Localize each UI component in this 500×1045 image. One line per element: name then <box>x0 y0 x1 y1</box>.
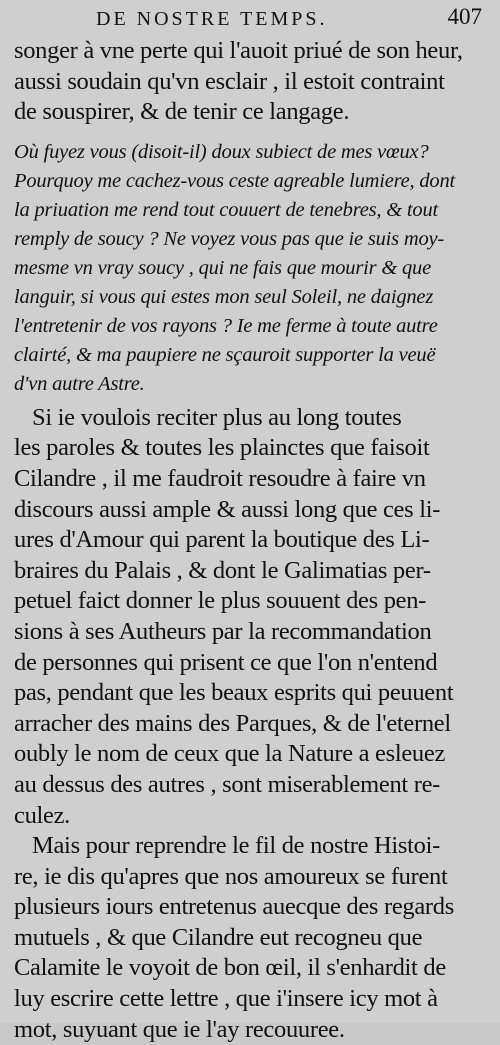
text-line: mutuels , & que Cilandre eut recogneu que <box>14 923 423 951</box>
text-line: luy escrire cette lettre , que i'insere icy mot à <box>14 985 438 1013</box>
text-paragraph <box>14 831 490 1045</box>
text-line: Cilandre , il me faudroit resoudre à faire vn <box>14 464 426 492</box>
text-line: au dessus des autres , sont miserablement re- <box>14 770 441 798</box>
text-line: petuel faict donner le plus souuent des pen- <box>14 587 427 615</box>
text-line: re, ie dis qu'apres que nos amoureux se furent <box>14 862 448 890</box>
text-line: Pourquoy me cachez-vous ceste agreable lumiere, dont <box>14 169 456 192</box>
text-line: la priuation me rend tout couuert de tenebres, & tout <box>14 198 439 221</box>
running-title: DE NOSTRE TEMPS. <box>96 8 328 30</box>
text-paragraph <box>14 403 490 831</box>
text-line: Mais pour reprendre le fil de nostre Histoi- <box>32 832 440 860</box>
text-paragraph <box>14 36 490 128</box>
text-line: plusieurs iours entretenus auecque des regards <box>14 893 454 921</box>
text-line: Si ie voulois reciter plus au long toutes <box>32 403 402 431</box>
text-line: d'vn autre Astre. <box>14 372 145 395</box>
text-line: mesme vn vray soucy , qui ne fais que mourir & que <box>14 256 431 279</box>
running-head <box>14 0 490 36</box>
text-line: sions à ses Autheurs par la recommandation <box>14 617 432 645</box>
text-line: aussi soudain qu'vn esclair , il estoit contraint <box>14 67 445 95</box>
italic-speech-paragraph <box>14 138 490 399</box>
text-line: oubly le nom de ceux que la Nature a esleuez <box>14 740 446 768</box>
text-line: songer à vne perte qui l'auoit priué de son heur, <box>14 37 463 64</box>
text-line: mot, suyuant que ie l'ay recouuree. <box>14 1015 345 1043</box>
text-line: ures d'Amour qui parent la boutique des Li- <box>14 526 430 554</box>
body-text <box>14 36 490 1045</box>
page-number: 407 <box>447 4 482 29</box>
text-line: de personnes qui prisent ce que l'on n'entend <box>14 648 438 676</box>
text-line: remply de soucy ? Ne voyez vous pas que ie suis moy- <box>14 227 445 250</box>
text-line: clairté, & ma paupiere ne sçauroit supporter la veuë <box>14 343 436 366</box>
text-line: les paroles & toutes les plainctes que faisoit <box>14 434 430 462</box>
text-line: Où fuyez vous (disoit-il) doux subiect de mes vœux? <box>14 140 429 163</box>
text-line: Calamite le voyoit de bon œil, il s'enhardit de <box>14 954 446 982</box>
text-line: languir, si vous qui estes mon seul Soleil, ne daignez <box>14 285 434 308</box>
text-line: de souspirer, & de tenir ce langage. <box>14 98 350 126</box>
text-line: culez. <box>14 801 71 829</box>
text-line: discours aussi ample & aussi long que ces li- <box>14 495 441 523</box>
text-line: arracher des mains des Parques, & de l'eternel <box>14 709 451 737</box>
text-line: pas, pendant que les beaux esprits qui peuuent <box>14 679 454 707</box>
text-line: braires du Palais , & dont le Galimatias per- <box>14 556 431 584</box>
text-line: l'entretenir de vos rayons ? Ie me ferme à toute autre <box>14 314 438 337</box>
